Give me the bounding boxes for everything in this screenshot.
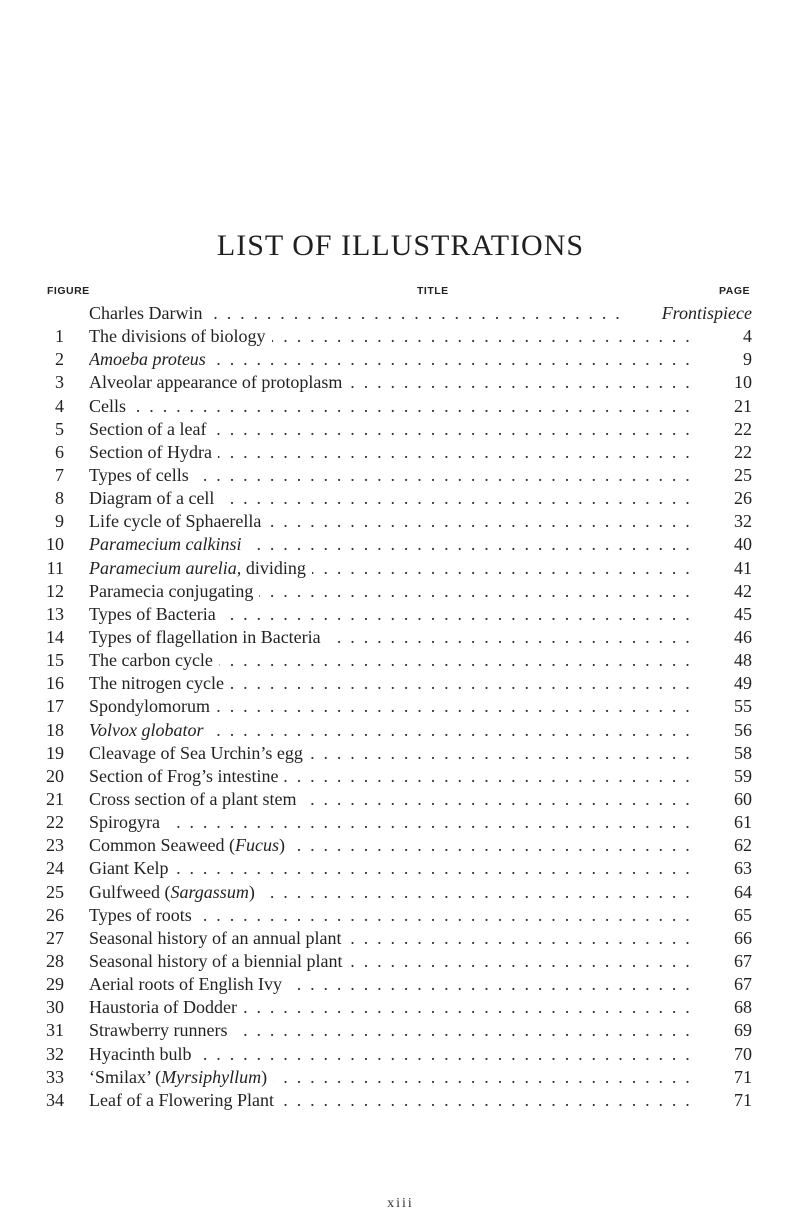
entry-page: 70 [696, 1043, 752, 1066]
entry-title [89, 581, 259, 601]
entry-title-text: Seasonal history of a biennial plant [89, 950, 343, 971]
entry-number: 21 [46, 788, 64, 809]
entry-title-text: Cross section of a plant stem [89, 788, 297, 809]
list-item [40, 1089, 752, 1112]
list-item [40, 371, 752, 394]
entry-title [89, 766, 284, 786]
entry-title [89, 673, 230, 693]
page-column-header: PAGE [719, 285, 750, 297]
entry-title-with-leaders [89, 904, 692, 927]
entry-page: 67 [696, 950, 752, 973]
entry-number: 23 [46, 835, 64, 856]
entry-title [89, 835, 291, 855]
entry-number: 34 [46, 1089, 64, 1110]
entry-title [89, 511, 267, 531]
entry-title [89, 1067, 273, 1087]
entry-number: 18 [46, 719, 64, 740]
entry-title-prefix: ‘Smilax’ ( [89, 1066, 162, 1087]
entry-title-with-leaders [89, 695, 692, 718]
entry-number: 24 [46, 858, 64, 879]
entry-page: 41 [696, 557, 752, 580]
entry-title [89, 743, 309, 763]
entry-title-with-leaders [89, 881, 692, 904]
entry-title-text: Section of a leaf [89, 418, 207, 439]
page-folio: xiii [387, 1196, 414, 1211]
entry-number: 20 [46, 765, 64, 786]
entry-title-text: Volvox globator [89, 719, 204, 740]
entry-title-with-leaders [89, 950, 692, 973]
entry-number: 1 [55, 326, 64, 347]
entry-title-with-leaders [89, 580, 692, 603]
entry-title-with-leaders [89, 649, 692, 672]
list-item [40, 1066, 752, 1089]
entry-number: 26 [46, 904, 64, 925]
entry-page: 64 [696, 881, 752, 904]
entry-page: 22 [696, 441, 752, 464]
entry-title-text: Types of flagellation in Bacteria [89, 626, 321, 647]
entry-title-with-leaders [89, 973, 692, 996]
entry-page: 59 [696, 765, 752, 788]
entry-title-with-leaders [89, 1019, 692, 1042]
figure-column-header: FIGURE [47, 285, 90, 297]
list-item [40, 996, 752, 1019]
entry-page: 46 [696, 626, 752, 649]
entry-title: Charles Darwin [89, 303, 208, 323]
entry-title-with-leaders [89, 325, 692, 348]
entry-page: 58 [696, 742, 752, 765]
entry-page: 63 [696, 857, 752, 880]
illustrations-list [40, 302, 752, 1112]
entry-title [89, 488, 220, 508]
entry-title-with-leaders [89, 395, 692, 418]
list-item [40, 395, 752, 418]
entry-title [89, 627, 327, 647]
list-item [40, 580, 752, 603]
list-item [40, 811, 752, 834]
title-column-header: TITLE [417, 285, 449, 297]
entry-title-text: Paramecia conjugating [89, 580, 254, 601]
entry-title [89, 696, 216, 716]
entry-title-text: Giant Kelp [89, 858, 169, 879]
list-item [40, 881, 752, 904]
list-item [40, 719, 752, 742]
column-headers [47, 285, 750, 301]
entry-number: 2 [55, 349, 64, 370]
entry-title-text: The divisions of biology [89, 326, 266, 347]
list-item [40, 603, 752, 626]
entry-title-with-leaders [89, 1089, 692, 1112]
entry-title-with-leaders [89, 487, 692, 510]
entry-title-text: Life cycle of Sphaerella [89, 511, 262, 532]
entry-title-with-leaders [89, 742, 692, 765]
list-item [40, 695, 752, 718]
entry-title-text: Cleavage of Sea Urchin’s egg [89, 742, 303, 763]
entry-number: 30 [46, 997, 64, 1018]
entry-title-with-leaders [89, 302, 622, 325]
list-item [40, 904, 752, 927]
entry-page: 21 [696, 395, 752, 418]
entry-title-suffix: ) [261, 1066, 268, 1087]
entry-title-text: The carbon cycle [89, 650, 213, 671]
entry-number: 8 [55, 488, 64, 509]
entry-title-text: Paramecium calkinsi [89, 534, 242, 555]
entry-number: 27 [46, 927, 64, 948]
entry-title-text: Spirogyra [89, 812, 160, 833]
entry-page: 10 [696, 371, 752, 394]
entry-title-text: Section of Frog’s intestine [89, 765, 279, 786]
entry-page: 60 [696, 788, 752, 811]
list-item [40, 557, 752, 580]
list-item [40, 464, 752, 487]
entry-number: 29 [46, 974, 64, 995]
entry-title-text: Types of cells [89, 464, 189, 485]
entry-title-text: Types of Bacteria [89, 603, 216, 624]
entry-page: 67 [696, 973, 752, 996]
entry-title-prefix: Gulfweed ( [89, 881, 171, 902]
entry-page: 40 [696, 533, 752, 556]
entry-title [89, 558, 312, 578]
entry-number: 4 [55, 395, 64, 416]
entry-page: 42 [696, 580, 752, 603]
list-item [40, 649, 752, 672]
entry-title [89, 1020, 233, 1040]
entry-title-prefix: Common Seaweed ( [89, 835, 235, 856]
entry-number: 32 [46, 1043, 64, 1064]
entry-page: 56 [696, 719, 752, 742]
entry-title-with-leaders [89, 371, 692, 394]
entry-title [89, 720, 210, 740]
entry-title-with-leaders [89, 441, 692, 464]
entry-title-with-leaders [89, 418, 692, 441]
entry-page: 62 [696, 834, 752, 857]
entry-title-suffix: ) [278, 835, 285, 856]
entry-title [89, 812, 166, 832]
entry-title-with-leaders [89, 626, 692, 649]
entry-title-with-leaders [89, 510, 692, 533]
entry-number: 19 [46, 742, 64, 763]
entry-title-with-leaders [89, 464, 692, 487]
entry-title [89, 905, 198, 925]
entry-number: 15 [46, 650, 64, 671]
list-item [40, 788, 752, 811]
entry-page: 22 [696, 418, 752, 441]
entry-title-suffix: dividing [241, 557, 306, 578]
entry-number: 3 [55, 372, 64, 393]
entry-number: 9 [55, 511, 64, 532]
entry-title-text: Spondylomorum [89, 696, 211, 717]
entry-title-text: Types of roots [89, 904, 192, 925]
entry-title-suffix: ) [248, 881, 255, 902]
entry-number: 5 [55, 418, 64, 439]
entry-title [89, 349, 212, 369]
entry-number: 31 [46, 1020, 64, 1041]
entry-title-text: Aerial roots of English Ivy [89, 974, 282, 995]
entry-title-text: Amoeba proteus [89, 349, 206, 370]
entry-title [89, 789, 302, 809]
entry-page: 25 [696, 464, 752, 487]
entry-title [89, 997, 243, 1017]
list-item [40, 1019, 752, 1042]
entry-title-italic: Sargassum [170, 881, 249, 902]
entry-title [89, 372, 348, 392]
entry-title-text: Strawberry runners [89, 1020, 228, 1041]
entry-number: 16 [46, 673, 64, 694]
entry-title [89, 1044, 197, 1064]
entry-title [89, 604, 222, 624]
list-item [40, 325, 752, 348]
entry-page: 55 [696, 695, 752, 718]
entry-title-with-leaders [89, 927, 692, 950]
entry-title [89, 442, 218, 462]
entry-page: 49 [696, 672, 752, 695]
entry-title-with-leaders [89, 348, 692, 371]
list-item [40, 1043, 752, 1066]
entry-page: 32 [696, 510, 752, 533]
entry-number: 12 [46, 580, 64, 601]
entry-title-with-leaders [89, 788, 692, 811]
list-item [40, 672, 752, 695]
entry-number: 25 [46, 881, 64, 902]
entry-title [89, 928, 347, 948]
entry-title-text: Section of Hydra [89, 441, 212, 462]
list-item [40, 973, 752, 996]
list-item [40, 927, 752, 950]
entry-page: Frontispiece [626, 302, 752, 325]
entry-page: 45 [696, 603, 752, 626]
entry-title [89, 534, 247, 554]
entry-title-with-leaders [89, 811, 692, 834]
list-item [40, 626, 752, 649]
entry-title [89, 1090, 280, 1110]
entry-number: 13 [46, 603, 64, 624]
entry-title-text: Leaf of a Flowering Plant [89, 1089, 274, 1110]
list-item [40, 441, 752, 464]
entry-title-text: Seasonal history of an annual plant [89, 927, 342, 948]
entry-title-with-leaders [89, 857, 692, 880]
entry-title [89, 858, 174, 878]
entry-title-with-leaders [89, 765, 692, 788]
entry-title-with-leaders [89, 719, 692, 742]
entry-title [89, 974, 288, 994]
entry-number: 14 [46, 626, 64, 647]
frontispiece-entry [40, 302, 752, 325]
entry-page: 69 [696, 1019, 752, 1042]
entry-page: 48 [696, 649, 752, 672]
entry-title-text: Alveolar appearance of protoplasm [89, 372, 343, 393]
entry-page: 4 [696, 325, 752, 348]
entry-page: 71 [696, 1066, 752, 1089]
entry-title-with-leaders [89, 603, 692, 626]
list-item [40, 765, 752, 788]
entry-title-text: Cells [89, 395, 127, 416]
entry-page: 9 [696, 348, 752, 371]
entry-title [89, 650, 219, 670]
entry-title-italic: Paramecium aurelia, [89, 557, 242, 578]
entry-page: 71 [696, 1089, 752, 1112]
entry-title-italic: Fucus [234, 835, 279, 856]
entry-number: 22 [46, 812, 64, 833]
entry-title [89, 882, 261, 902]
entry-title [89, 396, 132, 416]
entry-number: 28 [46, 950, 64, 971]
list-item [40, 418, 752, 441]
entry-title-with-leaders [89, 1066, 692, 1089]
entry-title-text: Diagram of a cell [89, 488, 215, 509]
list-item [40, 857, 752, 880]
list-item [40, 487, 752, 510]
entry-title-italic: Myrsiphyllum [161, 1066, 262, 1087]
page-title: LIST OF ILLUSTRATIONS [216, 229, 585, 262]
entry-page: 26 [696, 487, 752, 510]
entry-number: 11 [46, 557, 64, 578]
entry-page: 66 [696, 927, 752, 950]
entry-title-text: Haustoria of Dodder [89, 997, 237, 1018]
entry-title [89, 951, 348, 971]
entry-title-with-leaders [89, 1043, 692, 1066]
entry-title-with-leaders [89, 834, 692, 857]
list-item [40, 834, 752, 857]
entry-number: 17 [46, 696, 64, 717]
list-item [40, 742, 752, 765]
entry-page: 61 [696, 811, 752, 834]
list-item [40, 348, 752, 371]
entry-title-with-leaders [89, 996, 692, 1019]
entry-title-with-leaders [89, 533, 692, 556]
entry-number: 7 [55, 464, 64, 485]
list-item [40, 510, 752, 533]
list-item [40, 950, 752, 973]
entry-page: 68 [696, 996, 752, 1019]
entry-title [89, 465, 195, 485]
entry-page: 65 [696, 904, 752, 927]
entry-title-with-leaders [89, 672, 692, 695]
entry-title-with-leaders [89, 557, 692, 580]
entry-title-text: The nitrogen cycle [89, 673, 224, 694]
entry-number: 33 [46, 1066, 64, 1087]
list-item [40, 533, 752, 556]
entry-title [89, 326, 272, 346]
entry-title-text: Hyacinth bulb [89, 1043, 192, 1064]
entry-number: 6 [55, 441, 64, 462]
entry-number: 10 [46, 534, 64, 555]
entry-title [89, 419, 212, 439]
